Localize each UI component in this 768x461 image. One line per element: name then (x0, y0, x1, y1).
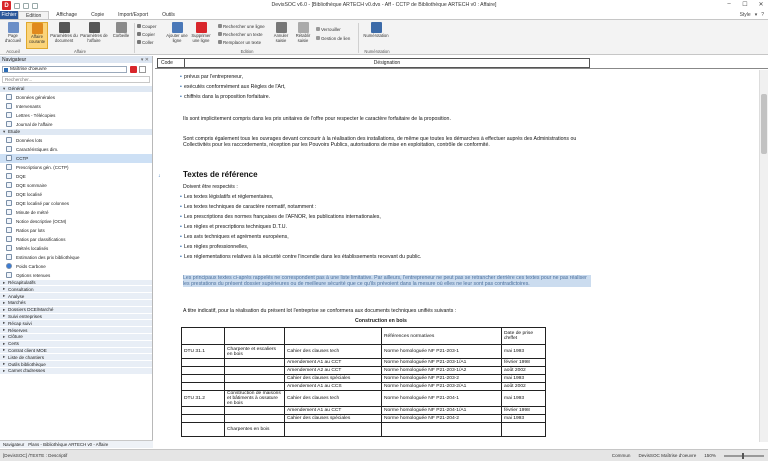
nav-item-prescriptions[interactable]: Prescriptions gén. (CCTP) (0, 163, 152, 172)
nav-section-suivi[interactable]: ▸ Suivi entreprises (0, 314, 152, 321)
table-cell (225, 367, 285, 375)
navigator-search-input[interactable] (2, 76, 150, 83)
tab-import-export[interactable]: Import/Export (118, 12, 149, 18)
checklist-icon (6, 272, 12, 278)
project-select[interactable]: Maîtrise d'oeuvre (2, 66, 127, 73)
table-cell: Norme homologuée NF P21-203-2 (382, 375, 502, 383)
navigator-title: Navigateur (2, 56, 27, 63)
table-cell: février 1998 (502, 359, 546, 367)
gear-icon (89, 22, 100, 33)
nav-item-journal[interactable]: Journal de l'affaire (0, 120, 152, 129)
nav-section-cloture[interactable]: ▸ Clôture (0, 334, 152, 341)
nav-section-contrat[interactable]: ▸ Contrat client MOE (0, 348, 152, 355)
replace-text-button[interactable]: Remplacer un texte (218, 39, 261, 45)
maximize-icon[interactable]: ☐ (742, 2, 748, 8)
document-icon (6, 218, 12, 224)
nav-section-etude[interactable]: ▾ Etude (0, 129, 152, 136)
separator (358, 23, 359, 53)
table-cell: Norme homologuée NF P21-203-1 (382, 345, 502, 359)
table-cell (225, 328, 285, 345)
table-cell: Références normatives (382, 328, 502, 345)
separator (134, 23, 135, 53)
link-manager-button[interactable]: Gestion de lien (316, 35, 350, 41)
table-cell: mai 1993 (502, 345, 546, 359)
list-item: • prévus par l'entrepreneur, (184, 74, 243, 80)
nav-item-dqe-colonnes[interactable]: DQE localisé par colonnes (0, 199, 152, 208)
paragraph: Ils sont implicitement compris dans les prix unitaires de l'offre pour respecter le caractère forfaitaire de la proposition. (183, 116, 451, 122)
copy-icon (137, 32, 141, 36)
document-icon (6, 155, 12, 161)
table-cell: août 2002 (502, 367, 546, 375)
undo-icon (276, 22, 287, 33)
navigator-header (0, 56, 152, 63)
replace-icon (218, 40, 222, 44)
table-icon (6, 173, 12, 179)
table-cell (382, 423, 502, 437)
nav-item-estimation[interactable]: Estimation des prix bibliothèque (0, 253, 152, 262)
tab-edition[interactable]: Edition (18, 11, 49, 19)
group-label-accueil: Accueil (6, 49, 20, 54)
table-cell: Date de prise d'effet (502, 328, 546, 345)
list-item: • Les règles professionnelles, (184, 244, 248, 250)
nav-item-options[interactable]: Options retenues (0, 271, 152, 280)
journal-icon (6, 121, 12, 127)
table-cell: août 2002 (502, 383, 546, 391)
nav-item-dqe[interactable]: DQE (0, 172, 152, 181)
minimize-icon[interactable]: – (727, 1, 731, 7)
table-cell: Charpentes en bois (225, 423, 285, 437)
nav-item-caracteristiques[interactable]: Caractéristiques dim. (0, 145, 152, 154)
table-icon (6, 191, 12, 197)
table-cell (225, 407, 285, 415)
pencil-icon (6, 209, 12, 215)
list-item: • chiffrés dans la proposition forfaitaire. (184, 94, 270, 100)
table-cell: Norme homologuée NF P21-203-1/A1 (382, 359, 502, 367)
table-cell (182, 383, 225, 391)
table-cell: février 1998 (502, 407, 546, 415)
cut-button[interactable]: Couper (137, 23, 156, 29)
people-icon (6, 103, 12, 109)
chevron-right-icon: ▸ (3, 347, 6, 353)
undo-button[interactable]: Annuler saisie (270, 22, 292, 49)
nav-section-general[interactable]: ▾ Général (0, 86, 152, 93)
nav-item-donnees-generales[interactable]: Données générales (0, 93, 152, 102)
nav-item-dqe-localise[interactable]: DQE localisé (0, 190, 152, 199)
table-icon (6, 200, 12, 206)
group-label-affaire: Affaire (73, 49, 87, 54)
style-selector[interactable] (740, 12, 764, 18)
table-cell (502, 423, 546, 437)
nav-section-certs[interactable]: ▸ Certs (0, 341, 152, 348)
table-cell: Amendement A1 au CCT (285, 359, 382, 367)
tab-affichage[interactable]: Affichage (56, 12, 78, 18)
redo-button[interactable]: Rétablir saisie (292, 22, 314, 49)
document-icon (6, 137, 12, 143)
list-item: • Les règles et prescriptions techniques D.T.U. (184, 224, 287, 230)
chart-icon (6, 236, 12, 242)
trash-icon (116, 22, 127, 33)
chevron-right-icon: ▸ (3, 340, 6, 346)
search-icon (218, 24, 222, 28)
status-right (612, 453, 764, 458)
lock-button[interactable]: Verrouiller (316, 26, 341, 32)
add-line-button[interactable]: Ajouter une ligne (166, 22, 188, 49)
title-bar (0, 0, 768, 11)
quick-access-dropdown-icon[interactable] (32, 3, 38, 9)
highlighted-paragraph: Les principaux textes ci-après rappelés ne correspondent pas à une liste limitative. Par ailleurs, l'entrepreneur ne peut pas se retrancher derrière ces textes pour ne pas réaliser les prestations du présent dossier supérieures ou de meilleure sécurité que ce qu'ils prévoient dans la mesure où elles ne leur sont pas contradictoires. (183, 275, 591, 287)
table-cell: mai 1993 (502, 375, 546, 383)
nav-section-recap-suivi[interactable]: ▸ Récap suivi (0, 320, 152, 327)
chevron-right-icon: ▸ (3, 279, 6, 285)
nav-item-lettres[interactable]: Lettres - Télécopies (0, 111, 152, 120)
list-item: • Les avis techniques et agréments européens, (184, 234, 289, 240)
table-cell (182, 423, 225, 437)
copy-button[interactable]: Copier (137, 31, 155, 37)
table-cell (285, 328, 382, 345)
help-icon[interactable]: ? (761, 12, 764, 18)
group-label-edition: Edition (240, 49, 254, 54)
document-icon (6, 164, 12, 170)
list-item: • Les textes techniques de caractère normatif, notamment : (184, 204, 316, 210)
table-cell: Norme homologuée NF P21-203-2/A1 (382, 383, 502, 391)
delete-row-icon (196, 22, 207, 33)
table-cell: Construction de maisons et bâtiments à ossature en bois (225, 391, 285, 407)
list-item: • Les textes législatifs et réglementaires, (184, 194, 273, 200)
bottom-panel-tabs (0, 440, 153, 448)
chevron-down-icon: ▾ (3, 128, 6, 134)
gear-icon (59, 22, 70, 33)
nav-item-notice[interactable]: Notice descriptive (OCM) (0, 217, 152, 226)
table-cell: Charpente et escaliers en bois (225, 345, 285, 359)
line-marker-icon: ↓ (158, 173, 161, 179)
redo-icon (298, 22, 309, 33)
lock-icon (316, 27, 320, 31)
style-label: Style (739, 12, 751, 18)
nav-section-outils[interactable]: ▸ Outils bibliothèque (0, 361, 152, 368)
scrollbar-thumb[interactable] (761, 94, 767, 154)
table-row (182, 345, 546, 359)
link-icon (316, 36, 320, 40)
chevron-right-icon: ▸ (3, 327, 6, 333)
find-line-button[interactable]: Rechercher une ligne (218, 23, 265, 29)
chevron-right-icon: ▸ (3, 354, 6, 360)
table-header-row (182, 328, 546, 345)
table-row (182, 391, 546, 407)
table-row (182, 423, 546, 437)
nav-section-analyse[interactable]: ▸ Analyse (0, 293, 152, 300)
document-icon (6, 94, 12, 100)
tab-copie[interactable]: Copie (91, 12, 105, 18)
table-cell: Amendement A1 au CCT (285, 407, 382, 415)
table-cell (182, 407, 225, 415)
nav-item-metres-localises[interactable]: Métrés localisés (0, 244, 152, 253)
nav-item-ratios-classifications[interactable]: Ratios par classifications (0, 235, 152, 244)
table-cell (225, 383, 285, 391)
chart-icon (6, 227, 12, 233)
table-cell: Cahier des clauses spéciales (285, 415, 382, 423)
table-cell: Cahier des clauses tech (285, 345, 382, 359)
status-product: DevisSOC Maîtrise d'oeuvre (638, 453, 697, 458)
group-label-numerotation: Numérotation (364, 49, 390, 54)
table-cell: Amendement A2 au CCT (285, 367, 382, 375)
ribbon-tabs (0, 11, 768, 19)
table-icon (6, 182, 12, 188)
table-row (182, 383, 546, 391)
nav-item-cctp[interactable]: CCTP (0, 154, 152, 163)
table-cell: Norme homologuée NF P21-204-1 (382, 391, 502, 407)
paragraph: Doivent être respectés : (183, 184, 238, 190)
section-heading: Textes de référence (183, 170, 258, 179)
project-options-icon[interactable] (139, 66, 146, 73)
table-cell (225, 415, 285, 423)
current-project-button[interactable]: Affaire courante (26, 22, 48, 49)
document-editor[interactable] (155, 70, 759, 442)
table-row (182, 359, 546, 367)
nav-section-consultation[interactable]: ▸ Consultation (0, 286, 152, 293)
calculator-icon (6, 254, 12, 260)
table-cell: mai 1993 (502, 391, 546, 407)
table-cell (182, 415, 225, 423)
numbering-button[interactable]: Numérotation (362, 22, 390, 49)
search-icon (218, 32, 222, 36)
tab-outils[interactable]: Outils (162, 12, 175, 18)
paste-button[interactable]: Coller (137, 39, 153, 45)
table-cell: Cahier des clauses spéciales (285, 375, 382, 383)
column-header-designation[interactable]: Désignation (185, 58, 590, 68)
chevron-right-icon: ▸ (3, 299, 6, 305)
status-context: [DevisSOC] /TEXTE : Descriptif (3, 453, 68, 458)
chevron-right-icon: ▸ (3, 320, 6, 326)
project-icon (4, 68, 8, 72)
table-cell: Norme homologuée NF P21-203-1/A2 (382, 367, 502, 375)
chevron-right-icon: ▸ (3, 367, 6, 373)
table-cell: DTU 31.2 (182, 391, 225, 407)
table-cell (285, 423, 382, 437)
nav-section-dossiers[interactable]: ▸ Dossiers DCE/Marché (0, 307, 152, 314)
nav-section-recapitulatifs[interactable]: ▸ Récapitulatifs (0, 280, 152, 287)
chevron-right-icon: ▸ (3, 361, 6, 367)
table-title: Construction en bois (355, 318, 407, 324)
table-cell: Norme homologuée NF P21-204-1/A1 (382, 407, 502, 415)
document-scrollbar[interactable] (759, 70, 768, 442)
status-bar (0, 449, 768, 461)
chevron-right-icon: ▸ (3, 306, 6, 312)
window-controls (724, 1, 766, 8)
table-cell: mai 1993 (502, 415, 546, 423)
nav-item-poids-carbone[interactable]: Poids Carbone (0, 262, 152, 271)
table-row (182, 415, 546, 423)
scissors-icon (137, 24, 141, 28)
project-action-icon[interactable] (130, 66, 137, 73)
cloud-icon (6, 263, 12, 269)
window-title: DevisSOC v6.0 - [Bibliothèque ARTECH v0.dvs - Aff - CCTP de Bibliothèque ARTECH v0 : Affaire] (271, 2, 497, 8)
save-icon[interactable] (14, 3, 20, 9)
table-cell (182, 367, 225, 375)
chevron-right-icon: ▸ (3, 286, 6, 292)
table-row (182, 407, 546, 415)
nav-item-donnees-lots[interactable]: Données lots (0, 136, 152, 145)
chevron-down-icon: ▾ (3, 85, 6, 91)
nav-item-intervenants[interactable]: Intervenants (0, 102, 152, 111)
delete-line-button[interactable]: Supprimer une ligne (190, 22, 212, 49)
table-cell: Cahier des clauses tech (285, 391, 382, 407)
nav-section-carnet[interactable]: ▸ Carnet d'adresses (0, 368, 152, 375)
folder-icon (32, 23, 43, 34)
tab-fichier[interactable]: Fichier (1, 12, 17, 18)
zoom-level: 150% (704, 453, 716, 458)
table-cell: DTU 31.1 (182, 345, 225, 359)
tab-plans[interactable]: Plans - Bibliothèque ARTECH v0 - Affaire (28, 442, 109, 447)
pin-icon[interactable]: ▾ ✕ (140, 56, 149, 63)
chevron-right-icon: ▸ (3, 333, 6, 339)
table-cell (182, 359, 225, 367)
letter-icon (6, 112, 12, 118)
app-logo-icon[interactable]: D (2, 1, 11, 10)
status-mode: Commun (611, 453, 631, 458)
table-cell (182, 375, 225, 383)
close-icon[interactable]: ✕ (758, 2, 764, 8)
document-icon (6, 146, 12, 152)
tab-navigateur[interactable]: Navigateur (3, 442, 25, 447)
chevron-down-icon: ▾ (754, 12, 758, 18)
zoom-slider-handle[interactable] (742, 453, 744, 459)
ruler-icon (6, 245, 12, 251)
document-settings-button[interactable]: Paramètres du document (50, 22, 78, 49)
paragraph: A titre indicatif, pour la réalisation du présent lot l'entreprise se conformera aux documents techniques unifiés suivants : (183, 308, 457, 314)
table-row (182, 367, 546, 375)
chevron-right-icon: ▸ (3, 313, 6, 319)
add-row-icon (172, 22, 183, 33)
nav-item-minute-metre[interactable]: Minute de métré (0, 208, 152, 217)
table-cell (225, 359, 285, 367)
navigator-tree (0, 86, 152, 375)
paste-icon (137, 40, 141, 44)
find-text-button[interactable]: Rechercher un texte (218, 31, 263, 37)
undo-icon[interactable] (23, 3, 29, 9)
project-settings-button[interactable]: Paramètres de l'affaire (80, 22, 108, 49)
home-icon (8, 22, 19, 33)
chevron-right-icon: ▸ (3, 293, 6, 299)
trash-button[interactable]: Corbeille (110, 22, 132, 49)
column-header-code[interactable]: Code (157, 58, 185, 68)
table-cell: Norme homologuée NF P21-204-2 (382, 415, 502, 423)
table-row (182, 375, 546, 383)
nav-item-ratios-lots[interactable]: Ratios par lots (0, 226, 152, 235)
table-cell: Amendement A1 au CCS (285, 383, 382, 391)
list-item: • exécutés conformément aux Règles de l'Art, (184, 84, 286, 90)
nav-section-reserves[interactable]: ▸ Réserves (0, 327, 152, 334)
table-cell (182, 328, 225, 345)
list-item: • Les réglementations relatives à la sécurité contre l'incendie dans les établissements recevant du public. (184, 254, 421, 260)
ribbon (0, 19, 768, 55)
list-item: • Les prescriptions des normes françaises de l'AFNOR, les publications internationales, (184, 214, 381, 220)
navigator-panel (0, 56, 153, 440)
zoom-slider[interactable] (724, 455, 764, 457)
nav-item-dqe-sommaire[interactable]: DQE sommaire (0, 181, 152, 190)
reference-table (181, 327, 546, 437)
document-column-header (155, 56, 768, 69)
paragraph: Sont compris également tous les ouvrages devant concourir à la réalisation des installations, de même que toutes les démarches à effectuer auprès des Administrations ou Collectivités pour les raccordements, réception par les Pouvoirs Publics, autorisations de mise en exploitation, contrôle de conformité. (183, 136, 577, 149)
nav-section-chantiers[interactable]: ▸ Liste de chantiers (0, 354, 152, 361)
table-cell (225, 375, 285, 383)
nav-section-marches[interactable]: ▸ Marchés (0, 300, 152, 307)
home-page-button[interactable]: Page d'accueil (2, 22, 24, 49)
numbering-icon (371, 22, 382, 33)
